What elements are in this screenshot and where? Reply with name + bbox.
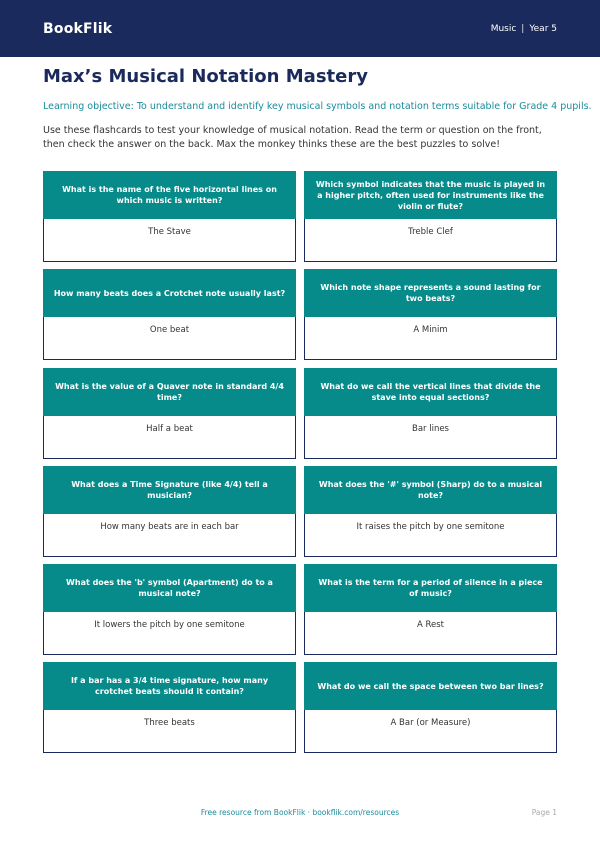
card-row <box>43 269 557 367</box>
card-answer: How many beats are in each bar <box>43 514 296 557</box>
card-row <box>43 564 557 662</box>
card-question: Which note shape represents a sound lasting for two beats? <box>304 269 557 317</box>
card-answer: Treble Clef <box>304 219 557 262</box>
card-question: Which symbol indicates that the music is played in a higher pitch, often used for instruments like the violin or flute? <box>304 171 557 219</box>
card-row <box>43 662 557 760</box>
card-row <box>43 171 557 269</box>
flashcard[interactable] <box>304 171 557 262</box>
card-row <box>43 368 557 466</box>
subject-label: Music <box>490 23 517 34</box>
header-bar <box>0 0 600 57</box>
flashcard[interactable] <box>304 662 557 753</box>
card-answer: Bar lines <box>304 416 557 459</box>
card-answer: Three beats <box>43 710 296 753</box>
flashcard[interactable] <box>304 564 557 655</box>
card-row <box>43 466 557 564</box>
card-answer: A Bar (or Measure) <box>304 710 557 753</box>
flashcard[interactable] <box>43 269 296 360</box>
intro-text: Use these flashcards to test your knowledge of musical notation. Read the term or question on the front, then check the answer on the back. Max the monkey thinks these are the best puzzles to solve! <box>43 125 542 150</box>
flashcard[interactable] <box>304 466 557 557</box>
card-answer: It raises the pitch by one semitone <box>304 514 557 557</box>
meta-separator: | <box>521 23 525 34</box>
flashcard-grid <box>43 171 557 761</box>
header-meta <box>491 24 557 34</box>
flashcard[interactable] <box>43 368 296 459</box>
learning-objective: Learning objective: To understand and identify key musical symbols and notation terms suitable for Grade 4 pupils. <box>43 101 592 112</box>
footer-resource-link[interactable]: Free resource from BookFlik · bookflik.com/resources <box>200 808 400 817</box>
card-question: What is the term for a period of silence in a piece of music? <box>304 564 557 612</box>
flashcard[interactable] <box>43 171 296 262</box>
card-answer: A Rest <box>304 612 557 655</box>
flashcard[interactable] <box>43 564 296 655</box>
card-question: What do we call the vertical lines that divide the stave into equal sections? <box>304 368 557 416</box>
page-number: Page 1 <box>531 808 557 817</box>
card-answer: Half a beat <box>43 416 296 459</box>
flashcard[interactable] <box>304 368 557 459</box>
flashcard[interactable] <box>43 466 296 557</box>
card-question: What do we call the space between two bar lines? <box>304 662 557 710</box>
card-answer: A Minim <box>304 317 557 360</box>
year-label: Year 5 <box>529 23 557 34</box>
card-question: How many beats does a Crotchet note usually last? <box>43 269 296 317</box>
flashcard[interactable] <box>43 662 296 753</box>
card-question: What does the '#' symbol (Sharp) do to a musical note? <box>304 466 557 514</box>
brand-logo[interactable]: BookFlik <box>43 20 113 37</box>
card-question: What does a Time Signature (like 4/4) tell a musician? <box>43 466 296 514</box>
card-question: What is the name of the five horizontal lines on which music is written? <box>43 171 296 219</box>
card-question: If a bar has a 3/4 time signature, how many crotchet beats should it contain? <box>43 662 296 710</box>
page-title: Max’s Musical Notation Mastery <box>43 66 368 87</box>
card-answer: One beat <box>43 317 296 360</box>
card-question: What does the 'b' symbol (Apartment) do to a musical note? <box>43 564 296 612</box>
card-question: What is the value of a Quaver note in standard 4/4 time? <box>43 368 296 416</box>
flashcard[interactable] <box>304 269 557 360</box>
card-answer: It lowers the pitch by one semitone <box>43 612 296 655</box>
card-answer: The Stave <box>43 219 296 262</box>
